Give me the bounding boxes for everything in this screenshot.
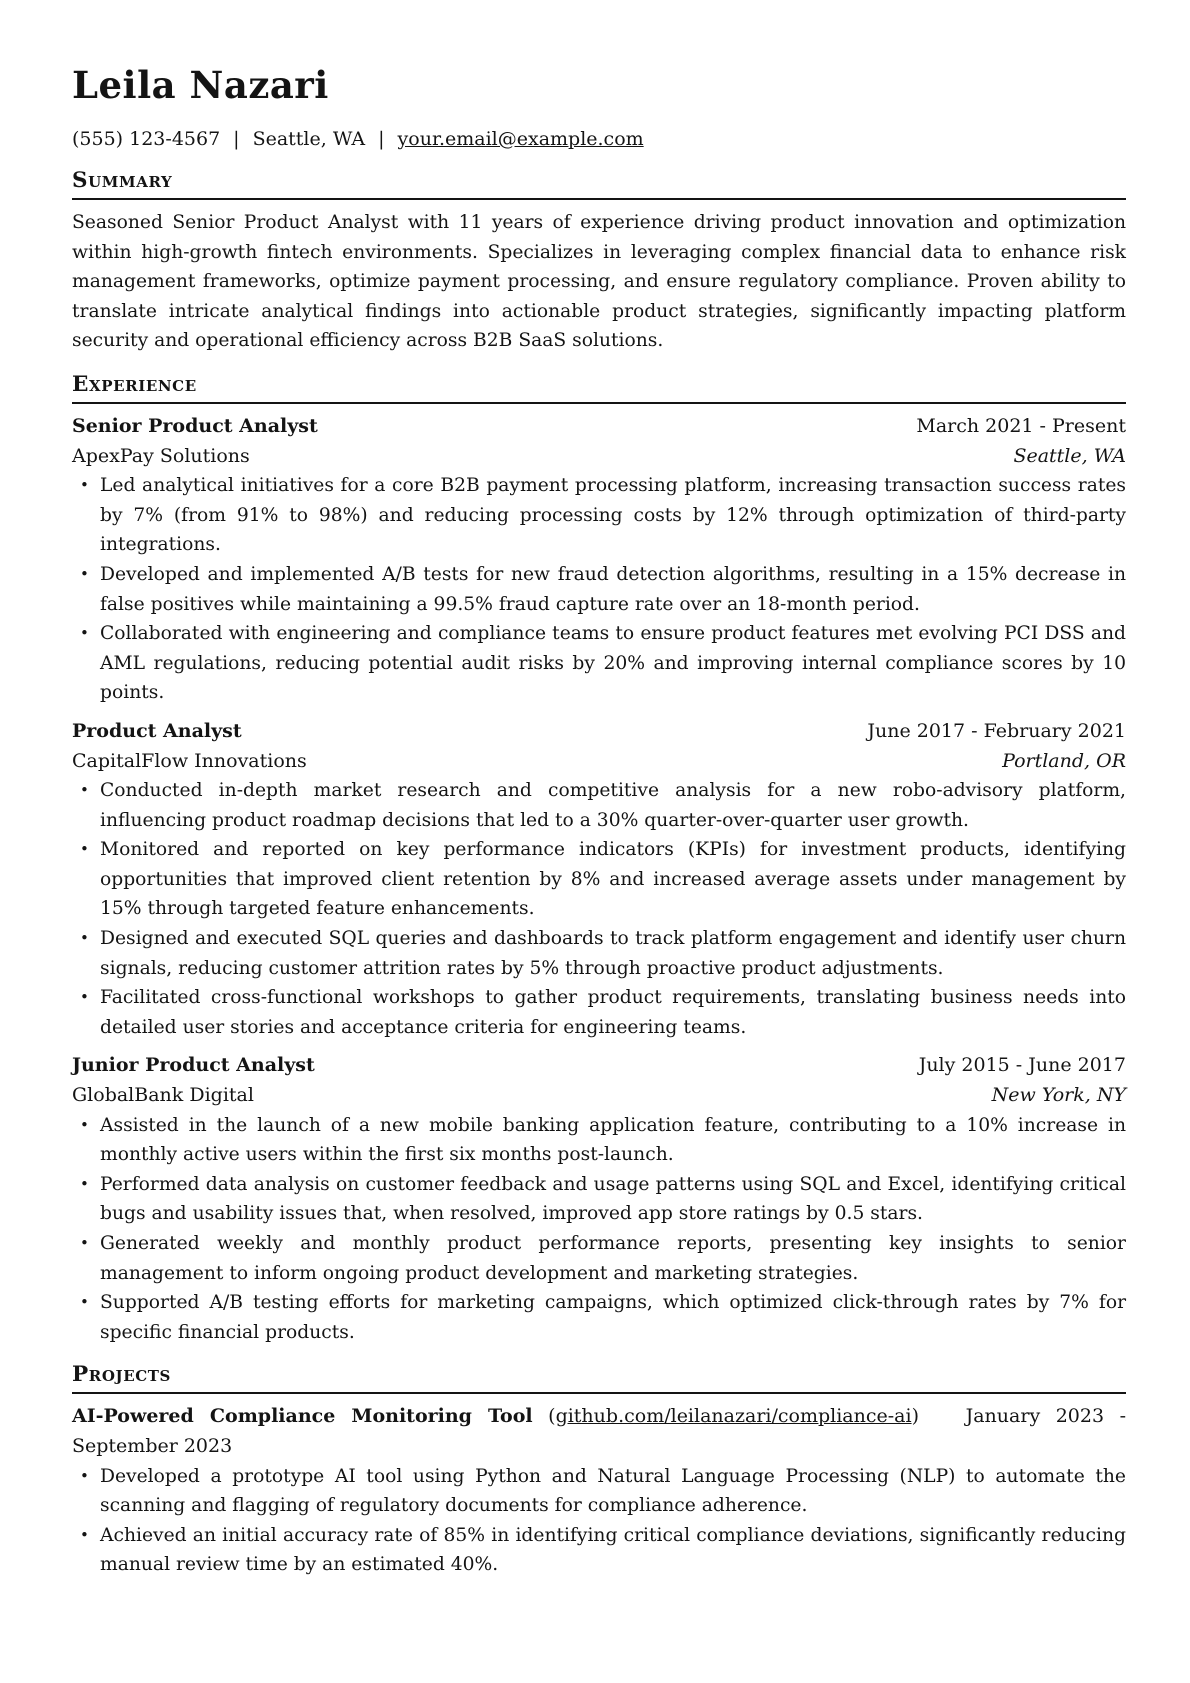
job-bullets [72, 471, 1126, 708]
job-entry [72, 412, 1126, 708]
job-bullet: • Designed and executed SQL queries and dashboards to track platform engagement and identify user churn signals, reducing customer attrition rates by 5% through proactive product adjustments. [72, 924, 1126, 983]
experience-heading: Experience [72, 371, 1126, 404]
project-bullet: • Achieved an initial accuracy rate of 85% in identifying critical compliance deviations, significantly reducing manual review time by an estimated 40%. [72, 1521, 1126, 1580]
project-header: AI-Powered Compliance Monitoring Tool (github.com/leilanazari/compliance-ai) January 2023 - September 2023 [72, 1405, 1127, 1457]
contact-line [72, 126, 1126, 152]
job-location: New York, NY [991, 1084, 1126, 1107]
job-bullet: • Collaborated with engineering and compliance teams to ensure product features met evolving PCI DSS and AML regulations, reducing potential audit risks by 20% and improving internal compliance scores by 10 points. [72, 619, 1126, 708]
summary-section [72, 167, 1126, 356]
job-bullet: • Generated weekly and monthly product performance reports, presenting key insights to senior management to inform ongoing product development and marketing strategies. [72, 1229, 1126, 1288]
project-name: AI-Powered Compliance Monitoring Tool [72, 1405, 533, 1428]
job-entry [72, 1051, 1126, 1347]
experience-section [72, 371, 1126, 1347]
job-bullet: • Led analytical initiatives for a core B2B payment processing platform, increasing transaction success rates by 7% (from 91% to 98%) and reducing processing costs by 12% through optimization of third-party integrations. [72, 471, 1126, 560]
location-text: Seattle, WA [252, 128, 366, 150]
job-title: Senior Product Analyst [72, 414, 318, 437]
job-bullet: • Conducted in-depth market research and competitive analysis for a new robo-advisory platform, influencing product roadmap decisions that led to a 30% quarter-over-quarter user growth. [72, 776, 1126, 835]
contact-separator: | [233, 128, 240, 150]
candidate-name: Leila Nazari [72, 63, 329, 107]
job-dates: March 2021 - Present [916, 414, 1126, 437]
job-bullet: • Assisted in the launch of a new mobile banking application feature, contributing to a 10% increase in monthly active users within the first six months post-launch. [72, 1111, 1126, 1170]
job-location: Seattle, WA [1013, 444, 1126, 467]
email-link[interactable]: your.email@example.com [397, 128, 644, 150]
job-bullets [72, 1111, 1126, 1348]
project-bullet: • Developed a prototype AI tool using Python and Natural Language Processing (NLP) to automate the scanning and flagging of regulatory documents for compliance adherence. [72, 1462, 1126, 1521]
job-location: Portland, OR [1002, 749, 1126, 772]
resume-page [72, 58, 1126, 1580]
phone-number: (555) 123-4567 [72, 128, 221, 150]
job-bullet: • Developed and implemented A/B tests for new fraud detection algorithms, resulting in a 15% decrease in false positives while maintaining a 99.5% fraud capture rate over an 18-month period. [72, 560, 1126, 619]
job-dates: June 2017 - February 2021 [867, 719, 1126, 742]
summary-heading: Summary [72, 167, 1126, 200]
project-bullets [72, 1462, 1126, 1580]
project-dates: January 2023 - September 2023 [72, 1405, 1127, 1457]
job-bullets [72, 776, 1126, 1042]
company-name: ApexPay Solutions [72, 444, 250, 467]
job-title: Junior Product Analyst [72, 1054, 315, 1077]
resume-header [72, 58, 1126, 152]
company-name: GlobalBank Digital [72, 1084, 254, 1107]
projects-heading: Projects [72, 1361, 1126, 1394]
summary-text: Seasoned Senior Product Analyst with 11 years of experience driving product innovation and optimization within high-growth fintech environments. Specializes in leveraging complex financial data to enhance risk management frameworks, optimize payment processing, and ensure regulatory compliance. Proven ability to translate intricate analytical findings into actionable product strategies, significantly impacting platform security and operational efficiency across B2B SaaS solutions. [72, 212, 1126, 352]
job-bullet: • Performed data analysis on customer feedback and usage patterns using SQL and Excel, identifying critical bugs and usability issues that, when resolved, improved app store ratings by 0.5 stars. [72, 1170, 1126, 1229]
job-bullet: • Monitored and reported on key performance indicators (KPIs) for investment products, identifying opportunities that improved client retention by 8% and increased average assets under management by 15% through targeted feature enhancements. [72, 835, 1126, 924]
projects-section [72, 1361, 1126, 1580]
project-entry [72, 1402, 1126, 1580]
job-dates: July 2015 - June 2017 [918, 1054, 1126, 1077]
job-entry [72, 717, 1126, 1043]
contact-separator: | [378, 128, 385, 150]
job-bullet: • Supported A/B testing efforts for marketing campaigns, which optimized click-through rates by 7% for specific financial products. [72, 1288, 1126, 1347]
job-title: Product Analyst [72, 719, 242, 742]
project-link[interactable]: github.com/leilanazari/compliance-ai [555, 1405, 912, 1428]
job-bullet: • Facilitated cross-functional workshops to gather product requirements, translating business needs into detailed user stories and acceptance criteria for engineering teams. [72, 983, 1126, 1042]
company-name: CapitalFlow Innovations [72, 749, 307, 772]
